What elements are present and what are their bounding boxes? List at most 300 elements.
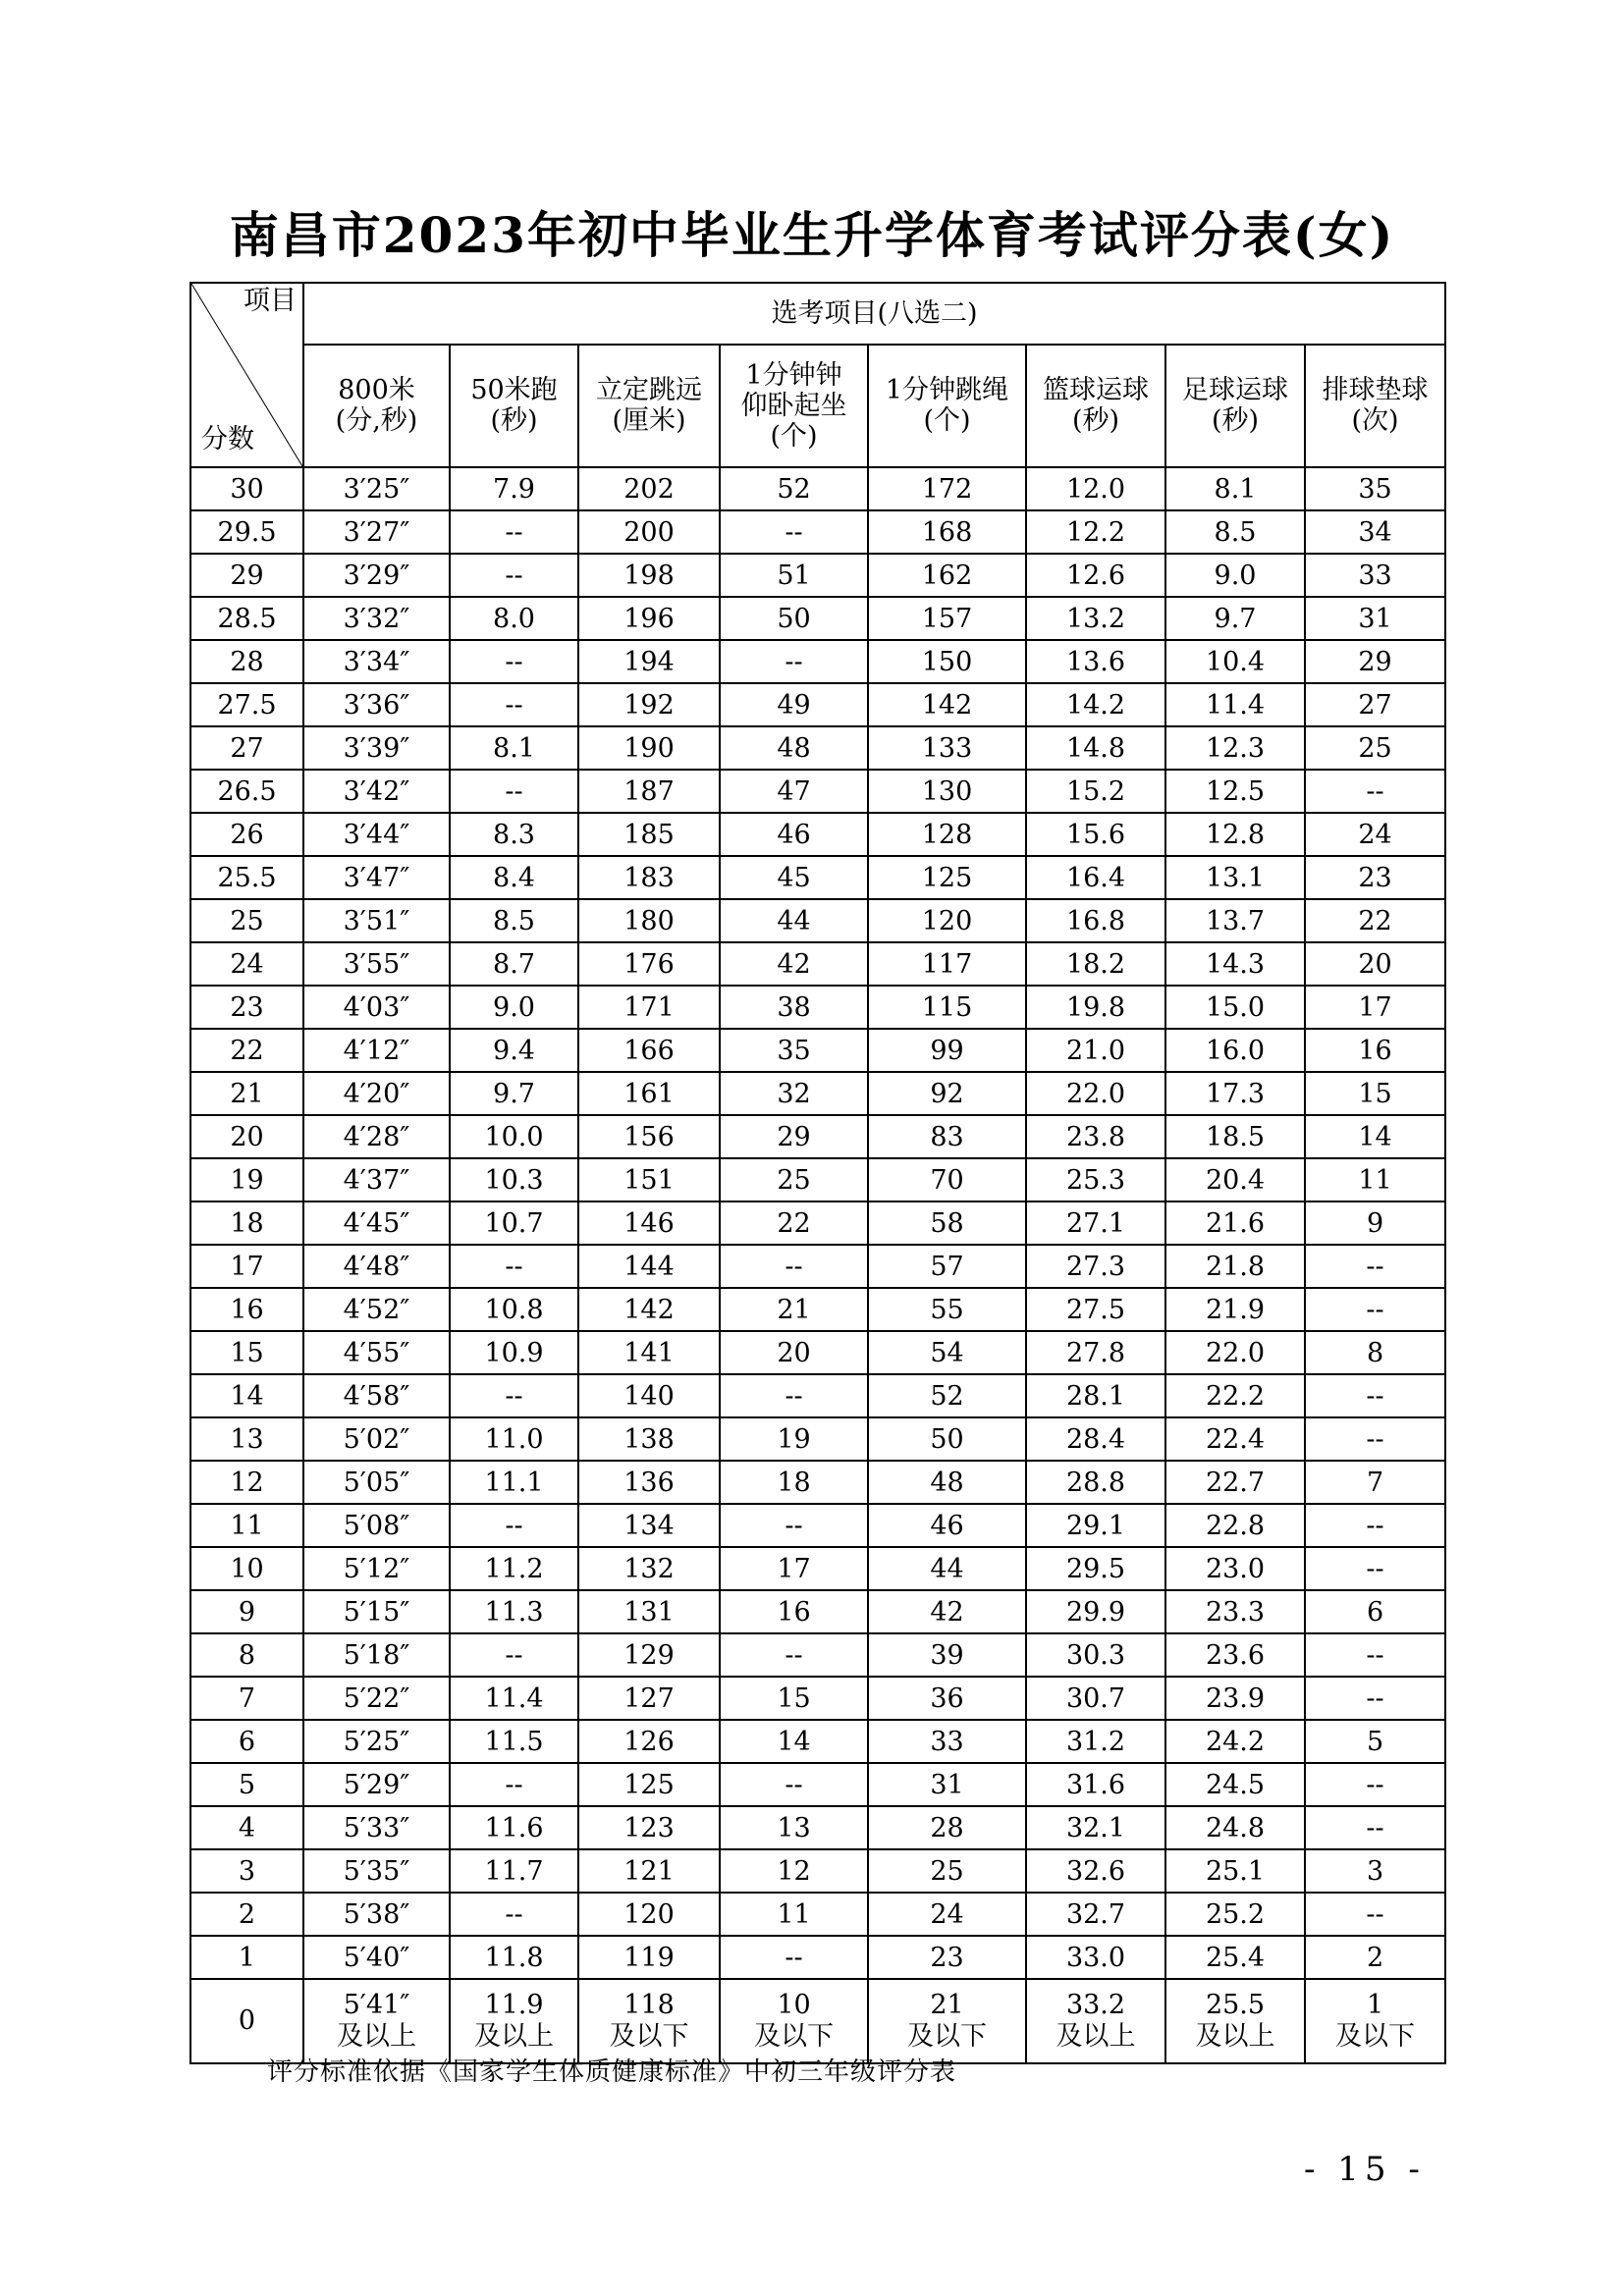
table-cell: 11.9 及以上 [450, 1979, 578, 2063]
table-cell: 5′02″ [303, 1417, 450, 1461]
table-cell: 31 [868, 1763, 1026, 1806]
table-cell: 12.8 [1165, 813, 1305, 856]
table-cell: 16.4 [1026, 856, 1165, 899]
table-cell: 27.3 [1026, 1245, 1165, 1288]
table-cell: 14 [1305, 1115, 1445, 1158]
table-cell: 28 [868, 1806, 1026, 1849]
table-cell: 176 [578, 942, 720, 986]
table-cell: 92 [868, 1072, 1026, 1115]
table-cell: 157 [868, 597, 1026, 640]
table-cell: -- [720, 640, 868, 683]
table-cell: 21 [720, 1288, 868, 1331]
table-row [190, 1072, 1445, 1115]
table-row [190, 1374, 1445, 1417]
table-cell: 83 [868, 1115, 1026, 1158]
table-cell: 120 [868, 899, 1026, 942]
score-cell: 7 [190, 1677, 303, 1720]
table-cell: 5′12″ [303, 1547, 450, 1590]
table-cell: 29 [1305, 640, 1445, 683]
table-cell: 32 [720, 1072, 868, 1115]
table-cell: 8.4 [450, 856, 578, 899]
table-cell: -- [1305, 1374, 1445, 1417]
table-cell: 161 [578, 1072, 720, 1115]
table-cell: -- [720, 510, 868, 554]
table-cell: 49 [720, 683, 868, 726]
score-cell: 27.5 [190, 683, 303, 726]
table-cell: 1 及以下 [1305, 1979, 1445, 2063]
table-row [190, 813, 1445, 856]
table-cell: 5 [1305, 1720, 1445, 1763]
table-cell: 4′03″ [303, 986, 450, 1029]
table-cell: 27 [1305, 683, 1445, 726]
table-cell: 13.7 [1165, 899, 1305, 942]
table-cell: 14.2 [1026, 683, 1165, 726]
table-cell: 16.0 [1165, 1029, 1305, 1072]
table-cell: 29.9 [1026, 1590, 1165, 1633]
table-row [190, 683, 1445, 726]
table-cell: 33.0 [1026, 1936, 1165, 1979]
table-cell: 35 [1305, 467, 1445, 510]
score-cell: 28 [190, 640, 303, 683]
table-cell: 10.3 [450, 1158, 578, 1201]
table-cell: -- [1305, 1893, 1445, 1936]
table-cell: -- [1305, 1763, 1445, 1806]
table-cell: 24 [1305, 813, 1445, 856]
table-cell: 151 [578, 1158, 720, 1201]
table-cell: 31.6 [1026, 1763, 1165, 1806]
table-row [190, 899, 1445, 942]
table-cell: 13.1 [1165, 856, 1305, 899]
table-cell: 190 [578, 726, 720, 770]
table-cell: 25.2 [1165, 1893, 1305, 1936]
table-cell: 0 [190, 1979, 303, 2063]
table-cell: 31.2 [1026, 1720, 1165, 1763]
table-cell: 24.8 [1165, 1806, 1305, 1849]
table-row [190, 1331, 1445, 1374]
table-cell: 8.7 [450, 942, 578, 986]
table-cell: 28.8 [1026, 1461, 1165, 1504]
table-cell: 42 [720, 942, 868, 986]
table-cell: -- [450, 1374, 578, 1417]
column-header-situps: 1分钟钟 仰卧起坐 (个) [720, 345, 868, 467]
table-cell: 196 [578, 597, 720, 640]
score-cell: 16 [190, 1288, 303, 1331]
table-cell: 3′25″ [303, 467, 450, 510]
table-cell: 22.8 [1165, 1504, 1305, 1547]
table-row [190, 1201, 1445, 1245]
table-cell: 21.8 [1165, 1245, 1305, 1288]
table-cell: 46 [720, 813, 868, 856]
score-cell: 21 [190, 1072, 303, 1115]
table-cell: 10.8 [450, 1288, 578, 1331]
table-cell: 44 [868, 1547, 1026, 1590]
score-cell: 3 [190, 1849, 303, 1893]
table-cell: 21.0 [1026, 1029, 1165, 1072]
table-cell: 166 [578, 1029, 720, 1072]
table-cell: 5′05″ [303, 1461, 450, 1504]
score-cell: 27 [190, 726, 303, 770]
table-cell: 11.5 [450, 1720, 578, 1763]
table-cell: 27.1 [1026, 1201, 1165, 1245]
table-cell: 22 [720, 1201, 868, 1245]
table-cell: 25.1 [1165, 1849, 1305, 1893]
table-cell: -- [1305, 1633, 1445, 1677]
table-cell: 58 [868, 1201, 1026, 1245]
table-cell: 51 [720, 554, 868, 597]
table-cell: 16 [1305, 1029, 1445, 1072]
table-cell: -- [450, 1893, 578, 1936]
table-cell: 10.0 [450, 1115, 578, 1158]
table-cell: 23.3 [1165, 1590, 1305, 1633]
score-cell: 4 [190, 1806, 303, 1849]
score-cell: 14 [190, 1374, 303, 1417]
table-cell: 198 [578, 554, 720, 597]
column-header-long-jump: 立定跳远 (厘米) [578, 345, 720, 467]
table-cell: -- [720, 1633, 868, 1677]
group-header: 选考项目(八选二) [303, 283, 1445, 345]
table-cell: 125 [578, 1763, 720, 1806]
table-row [190, 770, 1445, 813]
table-cell: 33 [868, 1720, 1026, 1763]
page-number: - 15 - [1304, 2150, 1426, 2189]
table-cell: 23.6 [1165, 1633, 1305, 1677]
table-cell: 118 及以下 [578, 1979, 720, 2063]
table-cell: 3′44″ [303, 813, 450, 856]
table-cell: 29.5 [1026, 1547, 1165, 1590]
table-cell: 22.4 [1165, 1417, 1305, 1461]
table-cell: 9 [1305, 1201, 1445, 1245]
score-cell: 5 [190, 1763, 303, 1806]
table-cell: -- [450, 770, 578, 813]
table-cell: 7.9 [450, 467, 578, 510]
table-cell: 14 [720, 1720, 868, 1763]
table-cell: 48 [720, 726, 868, 770]
score-cell: 17 [190, 1245, 303, 1288]
table-cell: 34 [1305, 510, 1445, 554]
table-cell: 5′25″ [303, 1720, 450, 1763]
table-cell: 18.2 [1026, 942, 1165, 986]
score-cell: 30 [190, 467, 303, 510]
table-cell: 3′51″ [303, 899, 450, 942]
table-cell: 141 [578, 1331, 720, 1374]
table-cell: 25.5 及以上 [1165, 1979, 1305, 2063]
table-cell: 15 [1305, 1072, 1445, 1115]
table-cell: 52 [720, 467, 868, 510]
table-row [190, 640, 1445, 683]
score-cell: 26.5 [190, 770, 303, 813]
table-cell: 3′55″ [303, 942, 450, 986]
table-cell: 4′37″ [303, 1158, 450, 1201]
table-cell: 20 [720, 1331, 868, 1374]
table-row [190, 726, 1445, 770]
table-cell: 25.4 [1165, 1936, 1305, 1979]
table-cell: 33.2 及以上 [1026, 1979, 1165, 2063]
table-cell: 5′22″ [303, 1677, 450, 1720]
table-cell: 132 [578, 1547, 720, 1590]
table-cell: 8.1 [1165, 467, 1305, 510]
score-cell: 8 [190, 1633, 303, 1677]
table-cell: 180 [578, 899, 720, 942]
table-cell: -- [1305, 1806, 1445, 1849]
table-cell: 202 [578, 467, 720, 510]
table-cell: 19 [720, 1417, 868, 1461]
table-cell: 11.0 [450, 1417, 578, 1461]
table-row [190, 1677, 1445, 1720]
table-cell: 3′47″ [303, 856, 450, 899]
table-cell: 21.9 [1165, 1288, 1305, 1331]
table-cell: 9.7 [450, 1072, 578, 1115]
table-cell: 19.8 [1026, 986, 1165, 1029]
table-cell: 11.7 [450, 1849, 578, 1893]
table-row [190, 1029, 1445, 1072]
table-cell: 29 [720, 1115, 868, 1158]
column-header-football: 足球运球 (秒) [1165, 345, 1305, 467]
table-cell: 12.5 [1165, 770, 1305, 813]
score-cell: 9 [190, 1590, 303, 1633]
table-cell: -- [720, 1245, 868, 1288]
table-cell: 5′15″ [303, 1590, 450, 1633]
table-cell: 42 [868, 1590, 1026, 1633]
table-cell: 30.7 [1026, 1677, 1165, 1720]
table-cell: 130 [868, 770, 1026, 813]
table-cell: 23 [1305, 856, 1445, 899]
table-cell: 4′55″ [303, 1331, 450, 1374]
table-row [190, 554, 1445, 597]
table-cell: 10.4 [1165, 640, 1305, 683]
table-cell: 5′41″ 及以上 [303, 1979, 450, 2063]
table-cell: -- [450, 640, 578, 683]
table-cell: -- [450, 1763, 578, 1806]
table-cell: 8.5 [450, 899, 578, 942]
table-cell: 28.4 [1026, 1417, 1165, 1461]
table-cell: 8.1 [450, 726, 578, 770]
table-cell: 3′42″ [303, 770, 450, 813]
table-cell: 22.2 [1165, 1374, 1305, 1417]
table-row [190, 1936, 1445, 1979]
table-cell: 11.6 [450, 1806, 578, 1849]
table-cell: 3 [1305, 1849, 1445, 1893]
score-cell: 13 [190, 1417, 303, 1461]
table-cell: 140 [578, 1374, 720, 1417]
table-cell: -- [720, 1936, 868, 1979]
table-cell: 15.2 [1026, 770, 1165, 813]
table-cell: 146 [578, 1201, 720, 1245]
table-cell: 13 [720, 1806, 868, 1849]
table-cell: 3′39″ [303, 726, 450, 770]
table-cell: 4′52″ [303, 1288, 450, 1331]
table-cell: 134 [578, 1504, 720, 1547]
table-cell: 200 [578, 510, 720, 554]
table-cell: 162 [868, 554, 1026, 597]
table-cell: 22.0 [1165, 1331, 1305, 1374]
score-cell: 2 [190, 1893, 303, 1936]
table-cell: 115 [868, 986, 1026, 1029]
table-row [190, 1504, 1445, 1547]
table-cell: 50 [720, 597, 868, 640]
table-row [190, 1806, 1445, 1849]
table-cell: 171 [578, 986, 720, 1029]
table-row [190, 1158, 1445, 1201]
table-cell: 14.3 [1165, 942, 1305, 986]
table-cell: 126 [578, 1720, 720, 1763]
table-cell: 144 [578, 1245, 720, 1288]
table-row [190, 1633, 1445, 1677]
table-cell: 24 [868, 1893, 1026, 1936]
table-cell: 4′58″ [303, 1374, 450, 1417]
table-cell: 16.8 [1026, 899, 1165, 942]
table-cell: 142 [578, 1288, 720, 1331]
table-cell: 11 [1305, 1158, 1445, 1201]
table-cell: -- [450, 1245, 578, 1288]
table-cell: 138 [578, 1417, 720, 1461]
table-cell: 8.3 [450, 813, 578, 856]
table-cell: 99 [868, 1029, 1026, 1072]
table-cell: 4′28″ [303, 1115, 450, 1158]
table-cell: 5′29″ [303, 1763, 450, 1806]
table-cell: 9.4 [450, 1029, 578, 1072]
table-row [190, 510, 1445, 554]
table-cell: 47 [720, 770, 868, 813]
table-cell: 3′29″ [303, 554, 450, 597]
table-cell: 12.3 [1165, 726, 1305, 770]
table-cell: 32.7 [1026, 1893, 1165, 1936]
table-cell: 16 [720, 1590, 868, 1633]
table-cell: 11.4 [450, 1677, 578, 1720]
table-cell: -- [450, 510, 578, 554]
table-cell: 192 [578, 683, 720, 726]
table-cell: 12.6 [1026, 554, 1165, 597]
table-cell: 22.7 [1165, 1461, 1305, 1504]
score-cell: 18 [190, 1201, 303, 1245]
table-cell: 6 [1305, 1590, 1445, 1633]
score-table [189, 282, 1446, 2064]
score-cell: 28.5 [190, 597, 303, 640]
table-row [190, 1547, 1445, 1590]
table-cell: 29.1 [1026, 1504, 1165, 1547]
table-row [190, 1288, 1445, 1331]
table-cell: 133 [868, 726, 1026, 770]
table-cell: 120 [578, 1893, 720, 1936]
table-cell: 54 [868, 1331, 1026, 1374]
table-cell: 22 [1305, 899, 1445, 942]
column-header-rope: 1分钟跳绳 (个) [868, 345, 1026, 467]
table-row [190, 1849, 1445, 1893]
corner-header-cell [190, 283, 303, 467]
table-cell: 32.6 [1026, 1849, 1165, 1893]
table-cell: 12 [720, 1849, 868, 1893]
table-cell: 23 [868, 1936, 1026, 1979]
table-cell: 4′48″ [303, 1245, 450, 1288]
table-cell: 156 [578, 1115, 720, 1158]
page-title: 南昌市2023年初中毕业生升学体育考试评分表(女) [229, 206, 1395, 264]
table-cell: 5′33″ [303, 1806, 450, 1849]
table-cell: 11.8 [450, 1936, 578, 1979]
score-cell: 23 [190, 986, 303, 1029]
table-cell: 9.7 [1165, 597, 1305, 640]
table-cell: 10.9 [450, 1331, 578, 1374]
table-row [190, 1763, 1445, 1806]
table-cell: 25 [868, 1849, 1026, 1893]
score-table-body [190, 467, 1445, 2063]
table-cell: 17 [1305, 986, 1445, 1029]
table-cell: 27.5 [1026, 1288, 1165, 1331]
table-cell: 14.8 [1026, 726, 1165, 770]
table-cell: 28.1 [1026, 1374, 1165, 1417]
score-cell: 10 [190, 1547, 303, 1590]
column-header-row [190, 345, 1445, 467]
footnote: 评分标准依据《国家学生体质健康标准》中初三年级评分表 [267, 2057, 957, 2087]
table-cell: 45 [720, 856, 868, 899]
table-cell: 23.9 [1165, 1677, 1305, 1720]
table-cell: 24.2 [1165, 1720, 1305, 1763]
table-cell: -- [1305, 1288, 1445, 1331]
table-cell: 11.1 [450, 1461, 578, 1504]
table-cell: 8.5 [1165, 510, 1305, 554]
table-cell: -- [450, 554, 578, 597]
table-cell: 30.3 [1026, 1633, 1165, 1677]
table-cell: 17.3 [1165, 1072, 1305, 1115]
table-cell: 125 [868, 856, 1026, 899]
table-cell: 3′36″ [303, 683, 450, 726]
table-cell: 4′45″ [303, 1201, 450, 1245]
table-cell: 20 [1305, 942, 1445, 986]
table-cell: 25.3 [1026, 1158, 1165, 1201]
table-cell: 11 [720, 1893, 868, 1936]
table-cell: -- [450, 683, 578, 726]
table-cell: 12.2 [1026, 510, 1165, 554]
table-cell: 172 [868, 467, 1026, 510]
table-cell: 7 [1305, 1461, 1445, 1504]
table-row [190, 597, 1445, 640]
table-row [190, 986, 1445, 1029]
table-cell: 21.6 [1165, 1201, 1305, 1245]
table-cell: 5′38″ [303, 1893, 450, 1936]
table-cell: 5′18″ [303, 1633, 450, 1677]
table-cell: -- [720, 1374, 868, 1417]
table-cell: 11.3 [450, 1590, 578, 1633]
table-cell: 183 [578, 856, 720, 899]
table-cell: 15 [720, 1677, 868, 1720]
table-cell: 33 [1305, 554, 1445, 597]
score-cell: 25 [190, 899, 303, 942]
table-cell: 3′27″ [303, 510, 450, 554]
table-cell: 12.0 [1026, 467, 1165, 510]
score-cell: 29 [190, 554, 303, 597]
table-cell: 9.0 [1165, 554, 1305, 597]
table-cell: -- [1305, 1547, 1445, 1590]
table-cell: 35 [720, 1029, 868, 1072]
table-cell: 5′08″ [303, 1504, 450, 1547]
table-cell: 194 [578, 640, 720, 683]
table-cell: 27.8 [1026, 1331, 1165, 1374]
table-cell: 10.7 [450, 1201, 578, 1245]
table-cell: 5′35″ [303, 1849, 450, 1893]
table-cell: 117 [868, 942, 1026, 986]
column-header-50m: 50米跑 (秒) [450, 345, 578, 467]
table-cell: -- [1305, 770, 1445, 813]
table-cell: 46 [868, 1504, 1026, 1547]
table-cell: 25 [720, 1158, 868, 1201]
table-cell: 18 [720, 1461, 868, 1504]
table-cell: 150 [868, 640, 1026, 683]
table-row [190, 942, 1445, 986]
table-cell: 24.5 [1165, 1763, 1305, 1806]
table-cell: 15.6 [1026, 813, 1165, 856]
score-cell: 20 [190, 1115, 303, 1158]
column-header-volleyball: 排球垫球 (次) [1305, 345, 1445, 467]
column-header-basketball: 篮球运球 (秒) [1026, 345, 1165, 467]
table-cell: 11.2 [450, 1547, 578, 1590]
